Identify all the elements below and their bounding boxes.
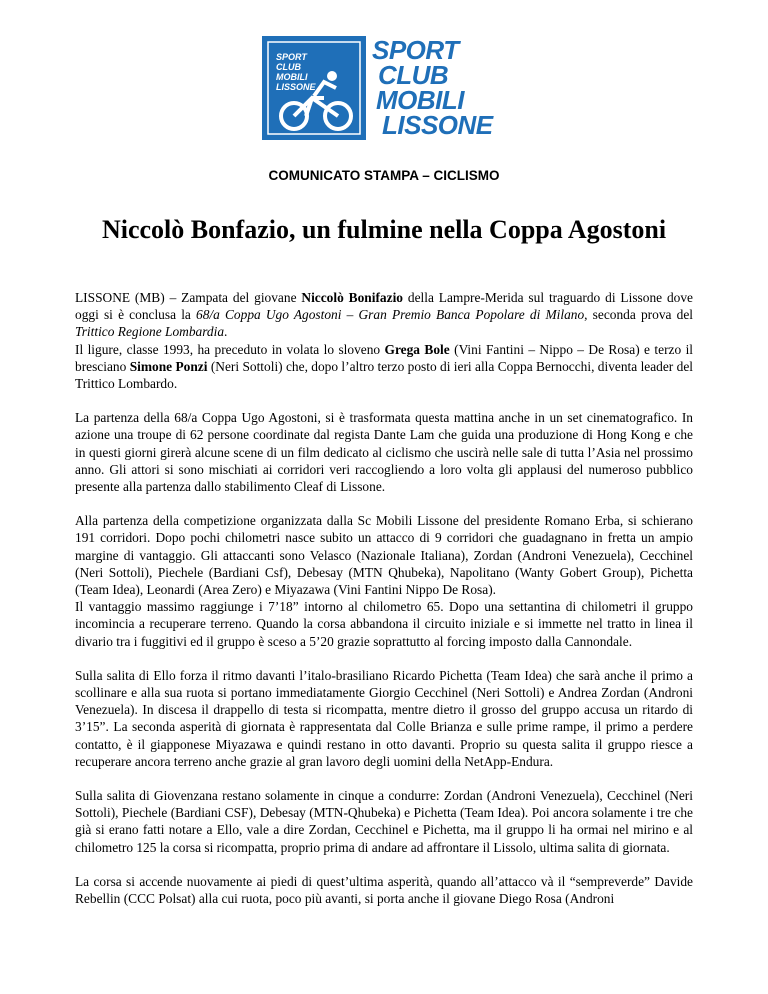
logo-line-club: CLUB	[378, 60, 449, 90]
article-title: Niccolò Bonfazio, un fulmine nella Coppa Agostoni	[101, 215, 667, 244]
paragraph-3	[75, 512, 693, 598]
logo-line-lissone: LISSONE	[382, 110, 493, 140]
second-place-name: Grega Bole	[384, 341, 450, 357]
article-body	[75, 289, 693, 924]
p1-text-l: (Neri Sottoli) che, dopo l’altro terzo posto di ieri alla Coppa Bernocchi, diventa leader del Trittico Lombardo.	[75, 358, 693, 392]
race-name: 68/a Coppa Ugo Agostoni – Gran Premio Banca Popolare di Milano	[196, 307, 585, 323]
paragraph-5: Sulla salita di Ello forza il ritmo davanti l’italo-brasiliano Ricardo Pichetta (Team Idea) che sarà anche il primo a scollinare e alla sua ruota si portano immediatamente Giorgio Cecchinel (Neri Sottoli) e Andrea Zordan (Androni Venezuela). In discesa il drappello di testa si ricompatta, mentre dietro il grosso del gruppo accusa un ritardo di 3’15”. La seconda asperità di giornata è rappresentata dal Colle Brianza e sulle prime rampe, il primo a perdere contatto, è il giapponese Miyazawa e quindi restano in otto davanti. Proprio su questa salita il gruppo riesce a recuperare ancora terreno anche grazie al gran lavoro degli uomini della NetApp-Endura.	[75, 667, 693, 769]
club-logo	[262, 35, 493, 140]
logo-line-mobili: MOBILI	[376, 85, 464, 115]
third-place-name: Simone Ponzi	[129, 358, 208, 374]
cyclist-logo-icon	[262, 36, 366, 140]
p1-text-e: , seconda prova del	[584, 307, 693, 323]
p1-text-h: Il ligure, classe 1993, ha preceduto in volata lo sloveno	[75, 341, 385, 357]
series-name: Trittico Regione Lombardia	[75, 324, 225, 340]
p1-second-line	[75, 341, 693, 393]
p1-text-g: .	[224, 324, 228, 340]
paragraph-2: La partenza della 68/a Coppa Ugo Agostoni, si è trasformata questa mattina anche in un set cinematografico. In azione una troupe di 62 persone coordinate dal regista Dante Lam che guida una produzione di Hong Kong e che in questi giorni girerà alcune scene di un film dedicato al ciclismo che uscirà nelle sale di tutta l’Asia nel prossimo anno. Gli attori si sono mischiati ai corridori veri raccogliendo a loro volta gli applausi del numeroso pubblico presente alla partenza dallo stabilimento Cleaf di Lissone.	[75, 410, 693, 495]
logo-badge-line-1: SPORT	[276, 52, 307, 62]
paragraph-4: Il vantaggio massimo raggiunge i 7’18” intorno al chilometro 65. Dopo una settantina di chilometri il gruppo incomincia a recuperare terreno. Quando la corsa abbandona il circuito iniziale e si immette nel tratto in linea il divario tra i fuggitivi ed il gruppo è sceso a 5’20 grazie soprattutto al forcing imposto dalla Cannondale.	[75, 599, 693, 649]
logo-wordmark	[372, 35, 493, 140]
paragraph-3-text: Alla partenza della competizione organizzata dalla Sc Mobili Lissone del presidente Romano Erba, si schierano 191 corridori. Dopo pochi chilometri nasce subito un attacco di 9 corridori che guadagnano in fretta un ampio margine di vantaggio. Gli attaccanti sono Velasco (Nazionale Italiana), Zordan (Androni Venezuela), Cecchinel (Neri Sottoli), Piechele (Bardiani Csf), Debesay (MTN Qhubeka), Napolitano (Wanty Gobert Group), Pichetta (Team Idea), Leonardi (Area Zero) e Miyazawa (Vini Fantini Nippo De Rosa).	[75, 513, 693, 598]
p1-text-c: della Lampre-Merida sul traguardo di Lissone dove oggi si è conclusa la	[75, 290, 694, 323]
logo-badge-line-4: LISSONE	[276, 82, 316, 92]
p1-text-a: LISSONE (MB) – Zampata del giovane	[75, 290, 302, 305]
p1-text-j: (Vini Fantini – Nippo – De Rosa) e terzo il bresciano	[75, 341, 694, 374]
logo-line-sport: SPORT	[372, 35, 459, 65]
press-release-header: COMUNICATO STAMPA – CICLISMO	[268, 168, 500, 183]
paragraph-6: Sulla salita di Giovenzana restano solamente in cinque a condurre: Zordan (Androni Venezuela), Cecchinel (Neri Sottoli), Piechele (Bardiani CSF), Debesay (MTN-Qhubeka) e Pichetta (Team Idea). Poi ancora solamente i tre che già si erano fatti notare a Ello, vale a dire Zordan, Cecchinel e Pichetta, ma il gruppo li ha ormai nel mirino e al chilometro 125 la corsa si ricompatta, proprio prima di andare ad affrontare il Lissolo, ultima salita di giornata.	[75, 788, 693, 855]
logo-badge-line-3: MOBILI	[276, 72, 308, 82]
paragraph-1	[75, 289, 693, 392]
logo-badge-line-2: CLUB	[276, 62, 301, 72]
winner-name: Niccolò Bonifazio	[301, 290, 403, 305]
paragraph-7: La corsa si accende nuovamente ai piedi di quest’ultima asperità, quando all’attacco và il “sempreverde” Davide Rebellin (CCC Polsat) alla cui ruota, poco più avanti, si porta anche il giovane Diego Rosa (Androni	[75, 873, 693, 907]
